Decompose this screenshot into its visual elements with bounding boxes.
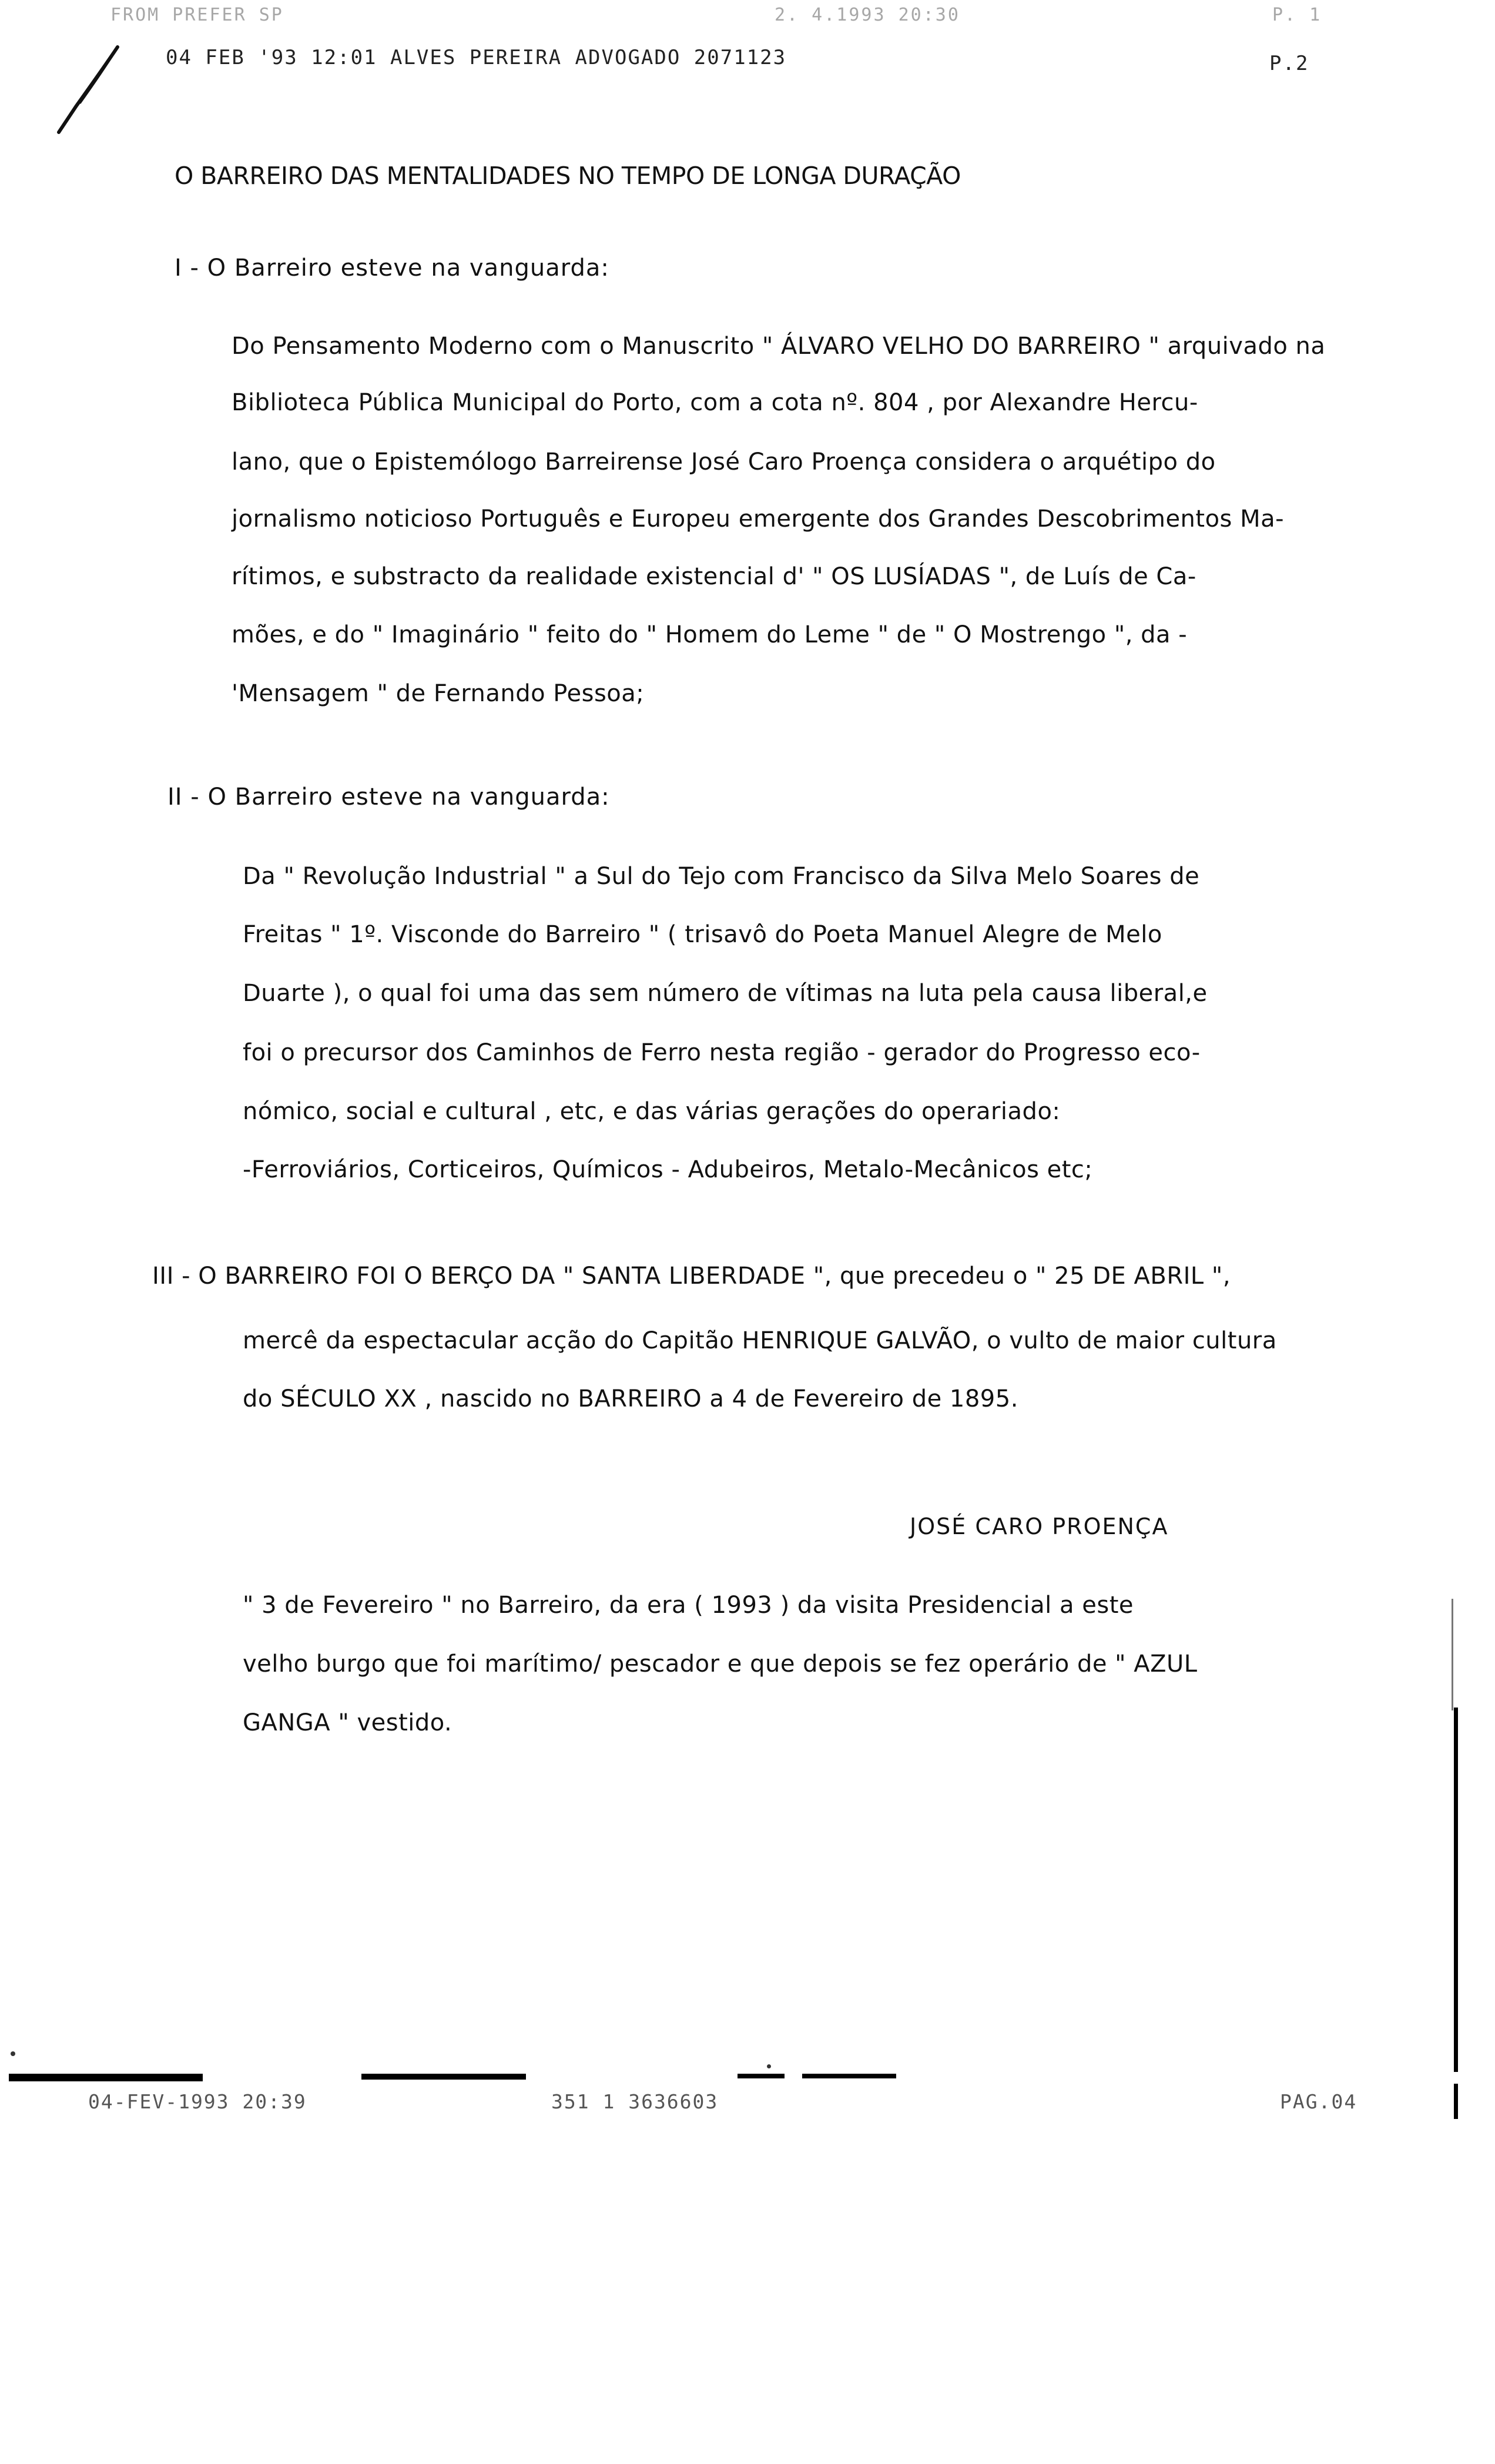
section-3-heading-line: III - O BARREIRO FOI O BERÇO DA " SANTA LIBERDADE ", que precedeu o " 25 DE ABRIL ",	[152, 1263, 1231, 1290]
section-2-line-3: Duarte ), o qual foi uma das sem número de vítimas na luta pela causa liberal,e	[243, 980, 1208, 1007]
document-title: O BARREIRO DAS MENTALIDADES NO TEMPO DE LONGA DURAÇÃO	[175, 162, 961, 190]
fax-footer-number: 351 1 3636603	[551, 2090, 719, 2113]
scan-band-segment-3	[738, 2074, 785, 2078]
fax-faint-from: FROM PREFER SP	[110, 5, 284, 25]
author-signature: JOSÉ CARO PROENÇA	[910, 1514, 1169, 1539]
pen-stroke-mark	[35, 35, 129, 141]
fax-faint-date: 2. 4.1993 20:30	[775, 5, 960, 25]
scan-band-segment-4	[802, 2074, 896, 2078]
section-1-line-4: jornalismo noticioso Português e Europeu emergente dos Grandes Descobrimentos Ma-	[232, 505, 1285, 533]
section-1-line-5: rítimos, e substracto da realidade existencial d' " OS LUSÍADAS ", de Luís de Ca-	[232, 563, 1196, 590]
closing-line-3: GANGA " vestido.	[243, 1709, 452, 1736]
section-1-line-3: lano, que o Epistemólogo Barreirense José Caro Proença considera o arquétipo do	[232, 448, 1216, 476]
section-2-line-4: foi o precursor dos Caminhos de Ferro nesta região - gerador do Progresso eco-	[243, 1039, 1201, 1066]
section-1-line-1: Do Pensamento Moderno com o Manuscrito " ÁLVARO VELHO DO BARREIRO " arquivado na	[232, 333, 1326, 360]
scan-speck	[767, 2064, 771, 2068]
section-1-line-7: 'Mensagem " de Fernando Pessoa;	[232, 680, 645, 707]
section-1-line-6: mões, e do " Imaginário " feito do " Homem do Leme " de " O Mostrengo ", da -	[232, 621, 1188, 648]
section-1-heading: I - O Barreiro esteve na vanguarda:	[175, 255, 609, 282]
section-2-line-1: Da " Revolução Industrial " a Sul do Tejo com Francisco da Silva Melo Soares de	[243, 863, 1200, 890]
section-3-line-1: mercê da espectacular acção do Capitão HENRIQUE GALVÃO, o vulto de maior cultura	[243, 1327, 1277, 1354]
fax-header-line: 04 FEB '93 12:01 ALVES PEREIRA ADVOGADO 2071123	[166, 46, 787, 69]
section-3-line-2: do SÉCULO XX , nascido no BARREIRO a 4 de Fevereiro de 1895.	[243, 1385, 1018, 1412]
scan-edge-line-faint	[1452, 1599, 1453, 1710]
fax-footer-page: PAG.04	[1280, 2090, 1357, 2113]
section-2-line-5: nómico, social e cultural , etc, e das várias gerações do operariado:	[243, 1098, 1061, 1125]
scan-speck	[11, 2051, 15, 2056]
fax-header-page: P.2	[1269, 52, 1309, 75]
scan-band-segment-1	[9, 2074, 203, 2081]
scan-edge-tick	[1454, 2084, 1458, 2119]
closing-line-2: velho burgo que foi marítimo/ pescador e que depois se fez operário de " AZUL	[243, 1651, 1198, 1678]
closing-line-1: " 3 de Fevereiro " no Barreiro, da era ( 1993 ) da visita Presidencial a este	[243, 1592, 1134, 1619]
fax-faint-page: P. 1	[1272, 5, 1322, 25]
section-1-line-2: Biblioteca Pública Municipal do Porto, com a cota nº. 804 , por Alexandre Hercu-	[232, 389, 1198, 416]
scan-edge-line	[1454, 1708, 1458, 2072]
section-2-heading: II - O Barreiro esteve na vanguarda:	[167, 784, 610, 811]
fax-footer-datetime: 04-FEV-1993 20:39	[88, 2090, 307, 2113]
scan-band-segment-2	[361, 2074, 526, 2080]
section-2-line-6: -Ferroviários, Corticeiros, Químicos - Adubeiros, Metalo-Mecânicos etc;	[243, 1156, 1093, 1183]
section-2-line-2: Freitas " 1º. Visconde do Barreiro " ( trisavô do Poeta Manuel Alegre de Melo	[243, 921, 1162, 948]
